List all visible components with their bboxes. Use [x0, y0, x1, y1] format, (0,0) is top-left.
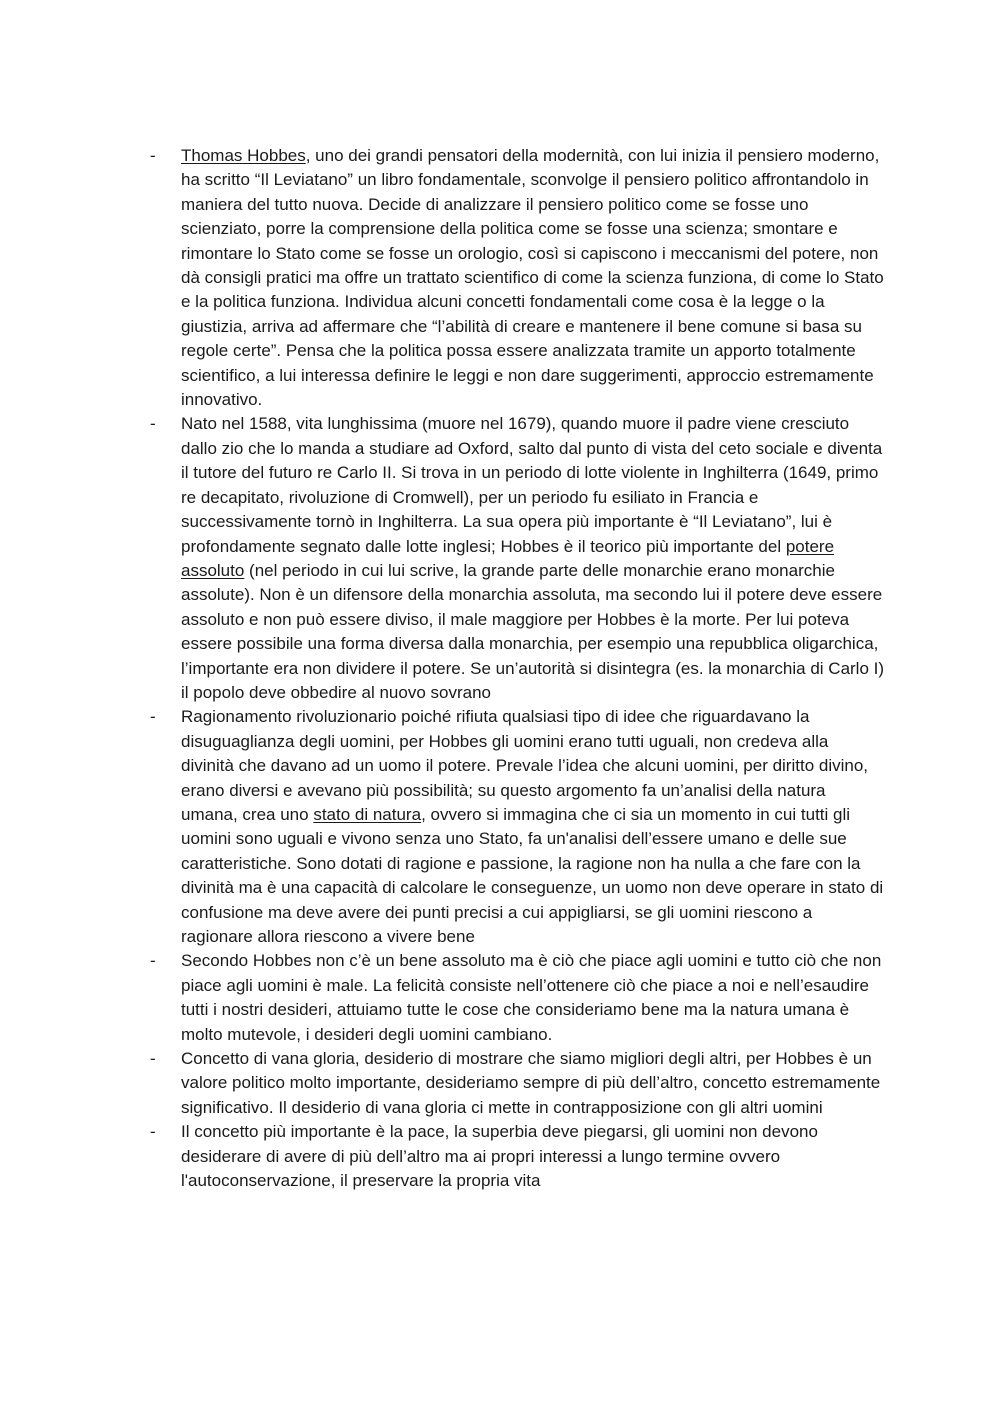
item-text: , ovvero si immagina che ci sia un momento in cui tutti gli uomini sono uguali e vivono senza uno Stato, fa un'analisi dell’essere umano e delle sue caratteristiche. Sono dotati di ragione e passione, la ragione non ha nulla a che fare con la divinità ma è una capacità di calcolare le conseguenze, un uomo non deve operare in stato di confusione ma deve avere dei punti precisi a cui appigliarsi, se gli uomini riescono a ragionare allora riescono a vivere bene — [181, 804, 884, 946]
bullet-dash: - — [150, 414, 156, 434]
underlined-term: stato di natura — [313, 804, 422, 824]
paragraph-text — [181, 146, 884, 409]
bullet-dash: - — [150, 707, 156, 727]
item-text: , uno dei grandi pensatori della modernità, con lui inizia il pensiero moderno, ha scritto “Il Leviatano” un libro fondamentale, sconvolge il pensiero politico affrontandolo in maniera del tutto nuova. Decide di analizzare il pensiero politico come se fosse uno scienziato, porre la comprensione della politica come se fosse una scienza; smontare e rimontare lo Stato come se fosse un orologio, così si capiscono i meccanismi del potere, non dà consigli pratici ma offre un trattato scientifico di come la scienza funziona, di come lo Stato e la politica funziona. Individua alcuni concetti fondamentali come cosa è la legge o la giustizia, arriva ad affermare che “l’abilità di creare e mantenere il bene comune si basa su regole certe”. Pensa che la politica possa essere analizzata tramite un apporto totalmente scientifico, a lui interessa definire le leggi e non dare suggerimenti, approccio estremamente innovativo. — [181, 146, 884, 410]
paragraph-text: Concetto di vana gloria, desiderio di mostrare che siamo migliori degli altri, per Hobbes è un valore politico molto importante, desideriamo sempre di più dell’altro, concetto estremamente significativo. Il desiderio di vana gloria ci mette in contrapposizione con gli altri uomini — [181, 1049, 881, 1117]
paragraph-text: Il concetto più importante è la pace, la superbia deve piegarsi, gli uomini non devono desiderare di avere di più dell’altro ma ai propri interessi a lungo termine ovvero l'autoconservazione, il preservare la propria vita — [181, 1122, 818, 1191]
list-item — [150, 1047, 885, 1120]
notes-list — [150, 144, 885, 1193]
item-text: (nel periodo in cui lui scrive, la grande parte delle monarchie erano monarchie assolute). Non è un difensore della monarchia assoluta, ma secondo lui il potere deve essere assoluto e non può essere diviso, il male maggiore per Hobbes è la morte. Per lui poteva essere possibile una forma diversa dalla monarchia, per esempio una repubblica oligarchica, l’importante era non dividere il potere. Se un’autorità si disintegra (es. la monarchia di Carlo I) il popolo deve obbedire al nuovo sovrano — [181, 560, 885, 702]
paragraph-text: Secondo Hobbes non c’è un bene assoluto ma è ciò che piace agli uomini e tutto ciò che non piace agli uomini è male. La felicità consiste nell’ottenere ciò che piace a noi e nell’esaudire tutti i nostri desideri, attuiamo tutte le cose che consideriamo bene ma la natura umana è molto mutevole, i desideri degli uomini cambiano. — [181, 951, 882, 1044]
bullet-dash: - — [150, 1122, 156, 1142]
bullet-dash: - — [150, 1049, 156, 1069]
paragraph-text — [181, 414, 884, 701]
item-lead-text: Ragionamento rivoluzionario poiché rifiuta qualsiasi tipo di idee che riguardavano la disuguaglianza degli uomini, per Hobbes gli uomini erano tutti uguali, non credeva alla divinità che davano ad un uomo il potere. Prevale l’idea che alcuni uomini, per diritto divino, erano diversi e avevano più possibilità; su questo argomento fa un’analisi della natura umana, crea uno — [181, 707, 869, 824]
list-item — [150, 144, 885, 412]
item-lead-text: Nato nel 1588, vita lunghissima (muore nel 1679), quando muore il padre viene cresciuto dallo zio che lo manda a studiare ad Oxford, salto dal punto di vista del ceto sociale e diventa il tutore del futuro re Carlo II. Si trova in un periodo di lotte violente in Inghilterra (1649, primo re decapitato, rivoluzione di Cromwell), per un periodo fu esiliato in Francia e successivamente tornò in Inghilterra. La sua opera più importante è “Il Leviatano”, lui è profondamente segnato dalle lotte inglesi; Hobbes è il teorico più importante del — [181, 414, 883, 556]
bullet-dash: - — [150, 951, 156, 971]
underlined-term: Thomas Hobbes — [181, 146, 306, 165]
underlined-term: potere assoluto — [181, 536, 835, 580]
list-item — [150, 949, 885, 1047]
list-item — [150, 412, 885, 705]
list-item — [150, 705, 885, 949]
list-item — [150, 1120, 885, 1193]
paragraph-text — [181, 707, 883, 946]
bullet-dash: - — [150, 146, 156, 165]
